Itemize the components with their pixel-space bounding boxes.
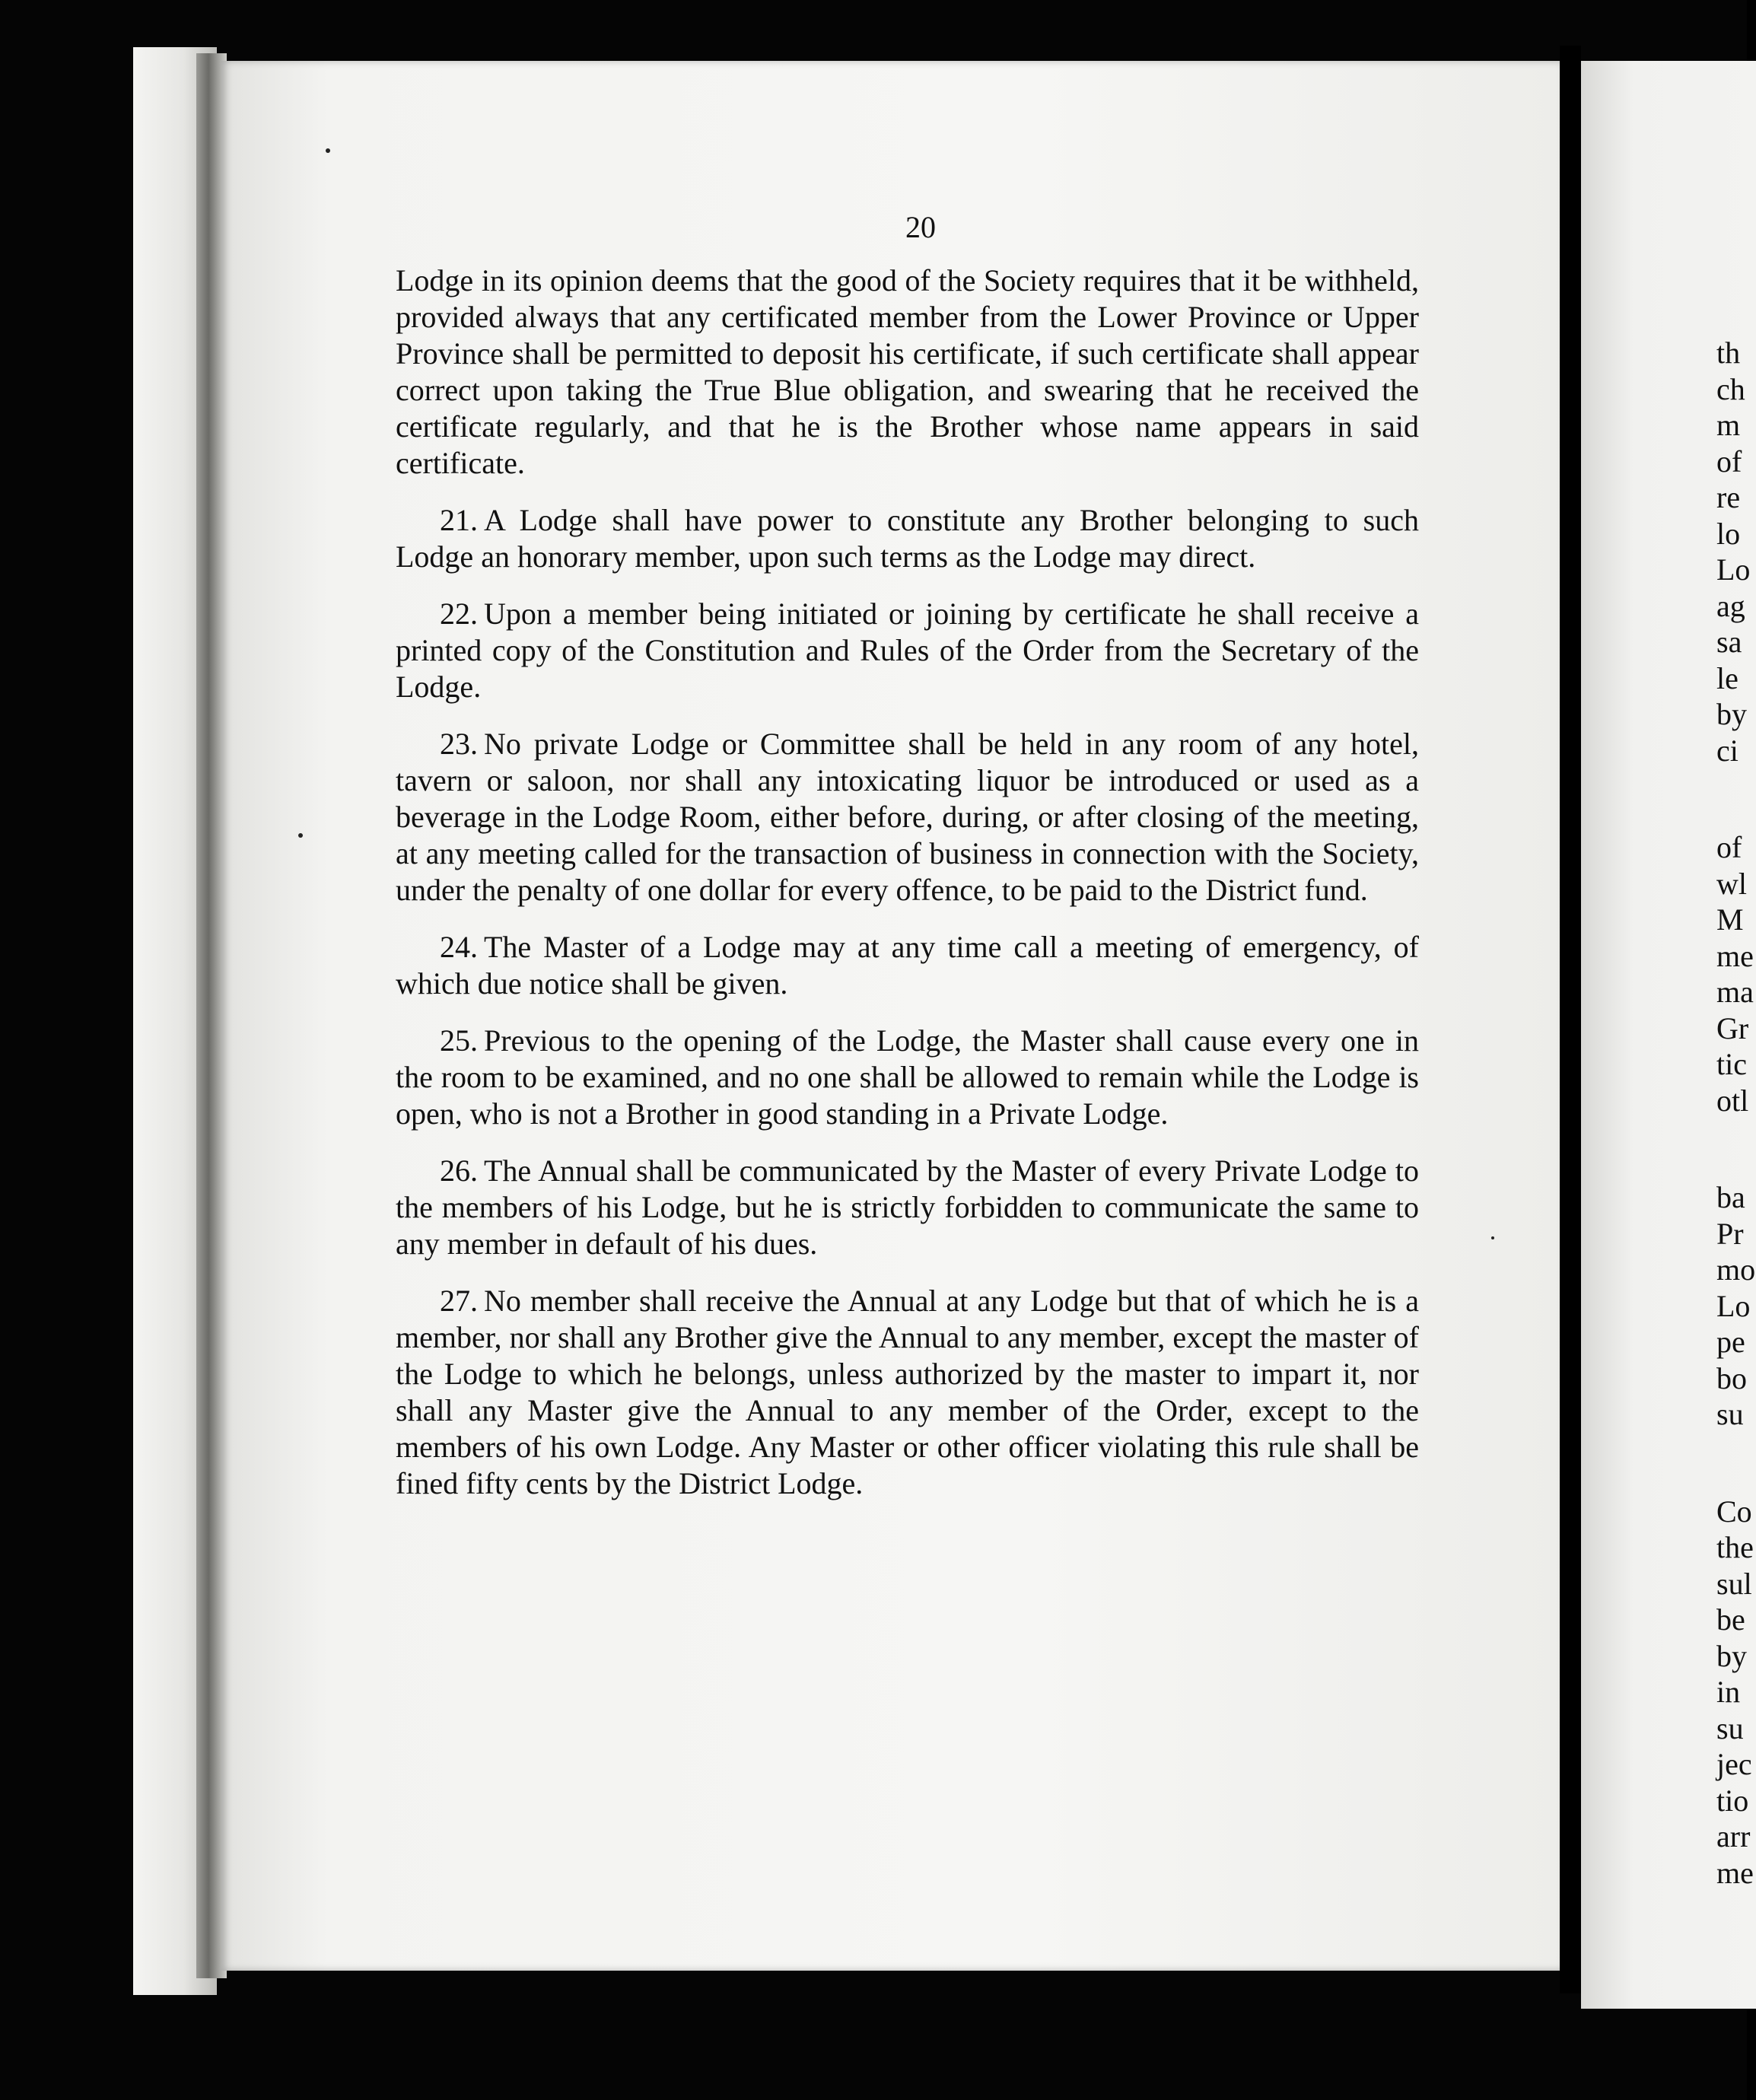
bleed-through-text [259,114,1324,205]
facing-page-fragment: sul [1716,1566,1752,1601]
facing-page-fragment: me [1716,1855,1754,1890]
facing-page-fragment: ci [1716,733,1739,768]
rule-25 [396,1023,1419,1132]
facing-page-fragment: Co [1716,1494,1752,1529]
facing-page-fragment: bo [1716,1360,1747,1395]
rule-22 [396,596,1419,705]
rule-text: A Lodge shall have power to constitute any Brother belonging to such Lodge an honorary member, upon such terms as the Lodge may direct. [396,503,1419,574]
facing-page-fragment: by [1716,1638,1747,1673]
rule-text: The Annual shall be communicated by the Master of every Private Lodge to the members of his Lodge, but he is strictly forbidden to communicate the same to any member in default of his dues. [396,1153,1419,1261]
rule-number: 24. [440,930,478,964]
rule-number: 23. [440,727,478,761]
facing-page-fragment: jec [1716,1747,1752,1781]
page-text [396,262,1419,1522]
facing-page-fragment: ma [1716,975,1754,1009]
facing-page-fragment: be [1716,1602,1745,1637]
facing-page-fragment: tio [1716,1783,1749,1818]
rule-text: The Master of a Lodge may at any time call a meeting of emergency, of which due notice shall be given. [396,930,1419,1001]
facing-page-fragment: pe [1716,1325,1745,1359]
facing-page-fragment: ag [1716,588,1745,623]
paragraph-text: Lodge in its opinion deems that the good of the Society requires that it be withheld, provided always that any certificated member from the Lower Province or Upper Province shall be permitted to deposit his certificate, if such certificate shall appear correct upon taking the True Blue obligation, and swearing that he received the certificate regularly, and that he is the Brother whose name appears in said certificate. [396,263,1419,480]
facing-page-fragment: su [1716,1710,1744,1745]
book-gutter [1560,46,1581,1993]
rule-number: 21. [440,503,478,537]
facing-page-fragment: m [1716,408,1741,442]
facing-page-fragment: arr [1716,1819,1751,1853]
facing-page-fragment: wl [1716,866,1747,901]
facing-page-fragment: ba [1716,1180,1745,1214]
dust-speck [326,148,330,153]
facing-page-fragment: re [1716,480,1741,514]
facing-page-fragment: of [1716,444,1742,479]
facing-page-fragment: of [1716,830,1742,864]
facing-page-fragment: su [1716,1397,1744,1431]
rule-number: 27. [440,1284,478,1318]
page-number: 20 [905,210,936,244]
facing-page-fragment: tic [1716,1047,1747,1081]
rule-text: Upon a member being initiated or joining by certificate he shall receive a printed copy of the Constitution and Rules of the Order from the Secretary of the Lodge. [396,597,1419,704]
rule-24 [396,929,1419,1002]
rule-26 [396,1153,1419,1262]
dust-speck [298,833,303,838]
rule-text: Previous to the opening of the Lodge, the Master shall cause every one in the room to be examined, and no one shall be allowed to remain while the Lodge is open, who is not a Brother in good standing in a Private Lodge. [396,1023,1419,1131]
facing-page-fragment: th [1716,336,1741,370]
facing-page-fragment: sa [1716,625,1742,659]
dust-speck [1491,1236,1494,1239]
paragraph-continuation [396,262,1419,482]
rule-text: No member shall receive the Annual at any Lodge but that of which he is a member, nor shall any Brother give the Annual to any member, except the master of the Lodge to which he belongs, unless authorized by the master to impart it, nor shall any Master give the Annual to any member of the Order, except to the members of his own Lodge. Any Master or other officer violating this rule shall be fined fifty cents by the District Lodge. [396,1284,1419,1500]
facing-page-fragment: Lo [1716,552,1751,587]
rule-number: 26. [440,1153,478,1188]
facing-page-fragment: me [1716,938,1754,973]
facing-page-fragment: M [1716,902,1744,937]
facing-page-fragment: Lo [1716,1288,1751,1323]
facing-page-fragment: le [1716,660,1739,695]
rule-number: 25. [440,1023,478,1058]
facing-page-fragment: in [1716,1675,1741,1709]
facing-page-fragment: ch [1716,371,1745,406]
facing-page-fragment: by [1716,697,1747,731]
facing-page-fragment: lo [1716,516,1741,551]
facing-page-fragment: Pr [1716,1216,1744,1251]
rule-text: No private Lodge or Committee shall be held in any room of any hotel, tavern or saloon, nor shall any intoxicating liquor be introduced or used as a beverage in the Lodge Room, either before, during, or after closing of the meeting, at any meeting called for the transaction of business in connection with the Society, under the penalty of one dollar for every offence, to be paid to the District fund. [396,727,1419,907]
rule-21 [396,502,1419,575]
facing-page-fragment: the [1716,1530,1754,1564]
rule-number: 22. [440,597,478,631]
rule-23 [396,726,1419,908]
rule-27 [396,1283,1419,1502]
facing-page-fragment: otl [1716,1083,1749,1118]
facing-page-fragment: Gr [1716,1010,1749,1045]
facing-page-fragment: mo [1716,1252,1756,1287]
